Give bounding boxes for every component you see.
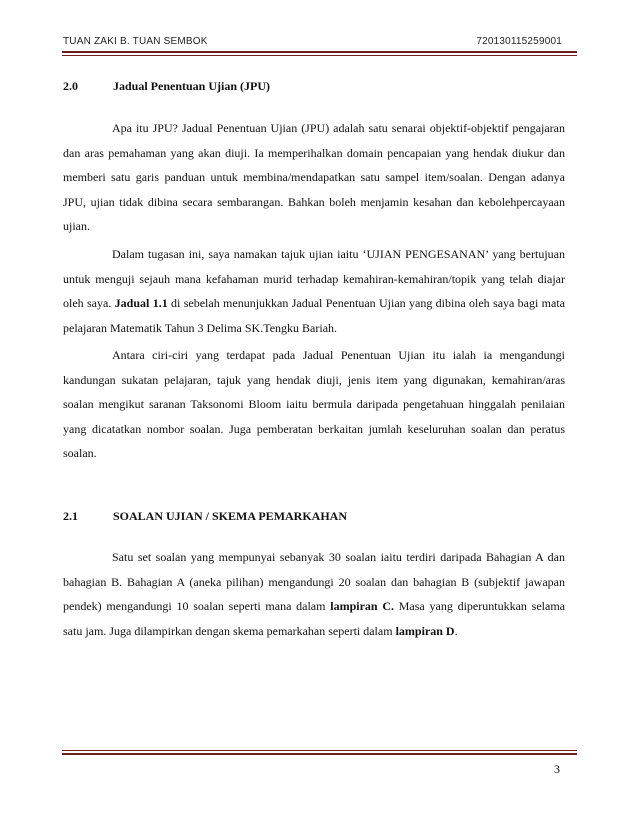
- lampiran-c-reference: lampiran C.: [330, 599, 394, 614]
- section-number: 2.0: [63, 79, 78, 93]
- paragraph-text: Satu set soalan yang mempunyai sebanyak 30 soalan iaitu terdiri daripada Bahagian A dan bahagian B. Bahagian A (aneka pilihan) mengandungi 20 soalan dan bahagian B (subjektif jawapan pendek) mengandungi 10 soalan seperti mana dalam: [63, 550, 565, 614]
- footer-rule-thick: [62, 753, 577, 755]
- header-rule-thin: [62, 55, 577, 56]
- paragraph-ujian-pengesanan: [63, 242, 565, 340]
- section-number: 2.1: [63, 509, 78, 523]
- paragraph-text: Antara ciri-ciri yang terdapat pada Jadual Penentuan Ujian itu ialah ia mengandungi kandungan sukatan pelajaran, tajuk yang hendak diuji, jenis item yang digunakan, kemahiran/aras soalan mengikut saranan Taksonomi Bloom iaitu bermula daripada pengetahuan hinggalah penilaian yang dicatatkan nombor soalan. Juga pemberatan berkaitan jumlah keseluruhan soalan dan peratus soalan.: [63, 348, 565, 461]
- header-id: 720130115259001: [476, 36, 562, 47]
- paragraph-soalan-ujian: [63, 545, 565, 643]
- paragraph-text: Dalam tugasan ini, saya namakan tajuk ujian iaitu ‘UJIAN PENGESANAN’ yang bertujuan untuk menguji sejauh mana kefahaman murid terhadap kemahiran-kemahiran/topik yang telah diajar oleh saya.: [63, 247, 565, 311]
- paragraph-ciri-ciri: [63, 343, 565, 466]
- footer-rule-thin: [62, 750, 577, 751]
- page-number: 3: [554, 762, 560, 776]
- section-heading-2-0: [63, 79, 270, 94]
- header-author: TUAN ZAKI B. TUAN SEMBOK: [63, 36, 208, 47]
- section-heading-2-1: [63, 509, 347, 524]
- section-title: SOALAN UJIAN / SKEMA PEMARKAHAN: [113, 509, 348, 523]
- jadual-reference: Jadual 1.1: [114, 296, 168, 311]
- paragraph-text: Apa itu JPU? Jadual Penentuan Ujian (JPU) adalah satu senarai objektif-objektif pengajaran dan aras pemahaman yang akan diuji. Ia memperihalkan domain pencapaian yang hendak diukur dan memberi satu garis panduan untuk membina/mendapatkan satu sampel item/soalan. Dengan adanya JPU, ujian tidak dibina secara sembarangan. Bahkan boleh menjamin kesahan dan kebolehpercayaan ujian.: [63, 121, 565, 234]
- header-rule-thick: [62, 51, 577, 53]
- paragraph-text: Masa yang diperuntukkan selama satu jam. Juga dilampirkan dengan skema pemarkahan seperti dalam: [63, 599, 565, 638]
- paragraph-text: di sebelah menunjukkan Jadual Penentuan Ujian yang dibina oleh saya bagi mata pelajaran Matematik Tahun 3 Delima SK.Tengku Bariah.: [63, 296, 566, 335]
- paragraph-text: .: [454, 623, 458, 638]
- lampiran-d-reference: lampiran D: [395, 623, 455, 638]
- paragraph-jpu-definition: [63, 116, 565, 239]
- section-title: Jadual Penentuan Ujian (JPU): [113, 79, 271, 93]
